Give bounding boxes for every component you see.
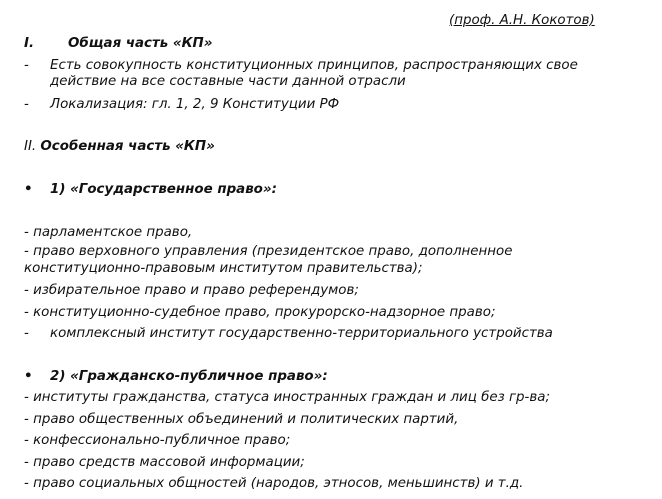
section-2-numeral: II. (24, 139, 37, 154)
group-1-item: - конституционно-судебное право, прокурорско-надзорное право; (24, 305, 496, 320)
section-1-title: Общая часть «КП» (68, 36, 213, 51)
group-2-title: 2) «Гражданско-публичное право»: (50, 369, 328, 384)
group-2-item: - конфессионально-публичное право; (24, 433, 291, 448)
bullet-icon: • (24, 182, 33, 197)
section-1-item-2 (24, 96, 339, 113)
group-2-item: - институты гражданства, статуса иностранных граждан и лиц без гр-ва; (24, 390, 550, 405)
item-dash: - (24, 326, 29, 341)
group-2-item: - право средств массовой информации; (24, 455, 305, 470)
item-dash: - (24, 97, 29, 112)
bullet-icon: • (24, 369, 33, 384)
item-text: комплексный институт государственно-территориального устройства (50, 326, 553, 341)
section-2-title: Особенная часть «КП» (40, 139, 215, 154)
item-dash: - (24, 58, 29, 73)
group-1-item: - парламентское право, (24, 225, 193, 240)
section-1-item-1 (24, 57, 578, 74)
group-1-item: - право верховного управления (президентское право, дополненное (24, 244, 513, 259)
group-1-item: - избирательное право и право референдумов; (24, 283, 359, 298)
group-2-heading (24, 368, 328, 385)
group-1-heading (24, 181, 277, 198)
author-attribution: (проф. А.Н. Кокотов) (449, 13, 595, 28)
section-1-item-1-cont: действие на все составные части данной отрасли (50, 74, 406, 89)
section-1-numeral: I. (24, 36, 35, 51)
section-2-heading (24, 138, 215, 155)
group-1-item-cont: конституционно-правовым институтом правительства); (24, 261, 423, 276)
group-1-last-item (24, 325, 553, 342)
item-text: Есть совокупность конституционных принципов, распространяющих свое (50, 58, 578, 73)
group-1-title: 1) «Государственное право»: (50, 182, 277, 197)
item-text: Локализация: гл. 1, 2, 9 Конституции РФ (50, 97, 340, 112)
group-2-item: - право социальных общностей (народов, этносов, меньшинств) и т.д. (24, 476, 524, 491)
section-1-heading (24, 35, 212, 52)
group-2-item: - право общественных объединений и политических партий, (24, 412, 459, 427)
